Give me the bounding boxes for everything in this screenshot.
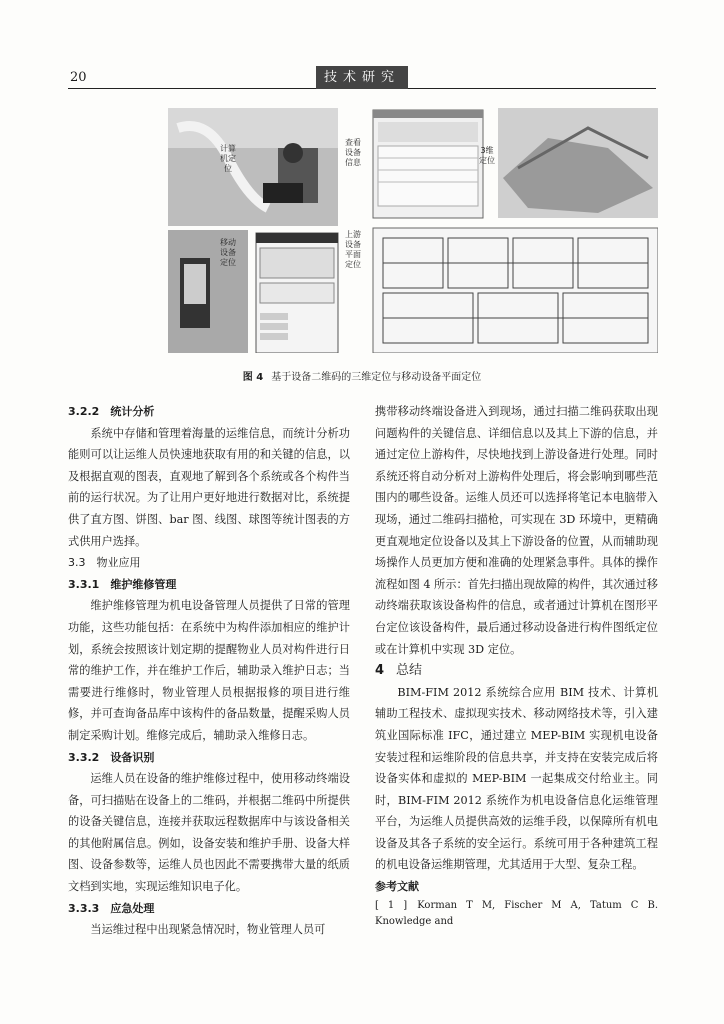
paragraph-statistics: 系统中存储和管理着海量的运维信息，而统计分析功能则可以让运维人员快速地获取有用的和关键的信息，以及根据直观的图表，直观地了解到各个系统或各个构件当前的运行状况。为了让用户更好地进行数据对比，系统提供了直方图、饼图、bar 图、线图、球图等统计图表的方式供用户选择。 [68, 426, 350, 548]
reference-1: [ 1 ] Korman T M, Fischer M A, Tatum C B. Knowledge and [375, 899, 658, 927]
figure-caption [0, 368, 724, 383]
paragraph-device-recognition: 运维人员在设备的维护维修过程中，使用移动终端设备，可扫描贴在设备上的二维码，并根据二维码中所提供的设备关键信息，连接并获取远程数据库中与该设备相关的其他附属信息。例如，设备安装和维护手册、设备大样图、设备参数等，运维人员也因此不需要携带大量的纸质文档到实地，实现运维知识电子化。 [68, 772, 350, 894]
section-title: 技术研究 [316, 66, 408, 89]
label-computer-positioning: 计算机定位 [220, 144, 236, 173]
heading-3-3-1: 3.3.1 维护维修管理 [68, 577, 177, 591]
heading-3-3: 3.3 物业应用 [68, 556, 141, 570]
heading-3-2-2: 3.2.2 统计分析 [68, 405, 155, 418]
paragraph-emergency-cont: 携带移动终端设备进入到现场，通过扫描二维码获取出现问题构件的关键信息、详细信息以及其上下游的信息，并通过定位上游构件，尽快地找到上游设备进行处理。同时系统还将自动分析对上游构件处理后，将会影响到哪些范围内的哪些设备。运维人员还可以选择将笔记本电脑带入现场，通过二维码扫描枪，可实现在 3D 环境中，更精确更直观地定位设备以及其上下游设备的位置，从而辅助现场操作人员更加方便和准确的处理紧急事件。具体的操作流程如图 4 所示：首先扫描出现故障的构件，其次通过移动终端获取该设备构件的信息，或者通过计算机在图形平台定位该设备构件，最后通过移动设备进行构件图纸定位或在计算机中实现 3D 定位。 [375, 405, 658, 656]
heading-3-3-3: 3.3.3 应急处理 [68, 901, 155, 915]
label-upstream-plan: 上游设备平面定位 [345, 230, 361, 269]
caption-text: 基于设备二维码的三维定位与移动设备平面定位 [271, 372, 482, 383]
figure-4 [168, 108, 658, 353]
right-column [375, 401, 658, 930]
paragraph-maintenance: 维护维修管理为机电设备管理人员提供了日常的管理功能，这些功能包括：在系统中为构件添加相应的维护计划，系统会按照该计划定期的提醒物业人员对构件进行日常的维护工作，并在维护工作后，辅助录入维护日志；当需要进行维修时，物业管理人员根据报修的项目进行维修，并可查询备品库中该构件的备品数量，提醒采购人员制定采购计划。维修完成后，辅助录入维修日志。 [68, 599, 350, 742]
paragraph-emergency: 当运维过程中出现紧急情况时，物业管理人员可 [90, 923, 326, 937]
label-mobile-positioning: 移动设备定位 [220, 238, 236, 267]
references-title: 参考文献 [375, 880, 419, 894]
caption-number: 图 4 [242, 372, 264, 383]
figure-illustration [168, 108, 658, 353]
label-view-device-info: 查看设备信息 [345, 138, 361, 167]
page-number: 20 [70, 70, 87, 85]
left-column [68, 401, 350, 941]
paragraph-summary: BIM-FIM 2012 系统综合应用 BIM 技术、计算机辅助工程技术、虚拟现实技术、移动网络技术等，引入建筑业国际标准 IFC，通过建立 MEP-BIM 实现机电设备安装过程和运维阶段的信息共享，并支持在安装完成后将设备实体和虚拟的 MEP-BIM 一起集成交付给业主。同时，BIM-FIM 2012 系统作为机电设备信息化运维管理平台，为运维人员提供高效的运维手段，以保障所有机电设备及其各子系统的安全运行。系统可用于各种建筑工程的机电设备运维期管理，尤其适用于大型、复杂工程。 [375, 685, 658, 872]
heading-3-3-2: 3.3.2 设备识别 [68, 750, 155, 764]
heading-4: 4 总结 [375, 663, 423, 679]
label-3d-positioning: 3维定位 [479, 146, 495, 165]
